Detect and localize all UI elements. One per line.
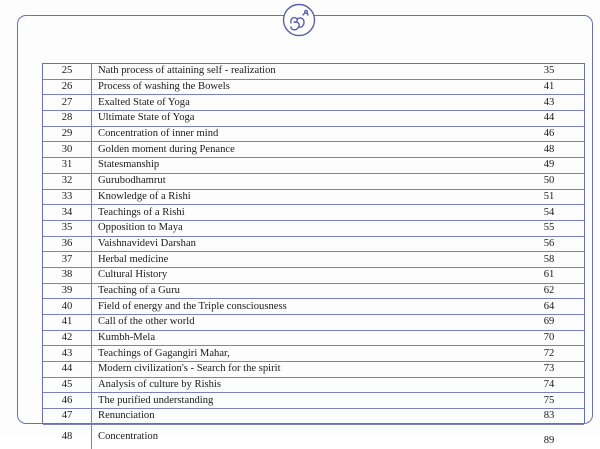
chapter-number: 28 (43, 111, 92, 127)
chapter-number: 47 (43, 409, 92, 425)
chapter-title: Opposition to Maya (92, 220, 515, 236)
toc-row (43, 220, 584, 236)
toc-row (43, 173, 584, 189)
page-number: 72 (514, 346, 584, 362)
toc-row (43, 205, 584, 221)
page-number: 54 (514, 205, 584, 221)
page-number: 89 (543, 435, 555, 447)
chapter-title: Gurubodhamrut (92, 173, 515, 189)
chapter-title: Modern civilization's - Search for the spirit (92, 362, 515, 378)
toc-row (43, 111, 584, 127)
chapter-title: Knowledge of a Rishi (92, 189, 515, 205)
page-number: 56 (514, 236, 584, 252)
toc-row (43, 299, 584, 315)
chapter-number: 45 (43, 377, 92, 393)
chapter-number: 48 (43, 424, 92, 448)
chapter-title: Teachings of a Rishi (92, 205, 515, 221)
chapter-title: Call of the other world (92, 315, 515, 331)
page-number: 61 (514, 267, 584, 283)
chapter-number: 42 (43, 330, 92, 346)
page-number: 70 (514, 330, 584, 346)
chapter-number: 25 (43, 64, 92, 79)
chapter-number: 46 (43, 393, 92, 409)
page-number: 43 (514, 95, 584, 111)
chapter-title: Cultural History (92, 267, 515, 283)
page-number: 75 (514, 393, 584, 409)
page-number: 46 (514, 126, 584, 142)
page-number: 50 (514, 173, 584, 189)
page-number: 83 (514, 409, 584, 425)
chapter-number: 40 (43, 299, 92, 315)
toc-row (43, 362, 584, 378)
chapter-number: 34 (43, 205, 92, 221)
om-symbol-icon (277, 2, 321, 38)
chapter-number: 30 (43, 142, 92, 158)
om-symbol-icon-graphic (282, 3, 316, 37)
page-number: 51 (514, 189, 584, 205)
page-number: 62 (514, 283, 584, 299)
chapter-title: Renunciation (92, 409, 515, 425)
toc-row (43, 64, 584, 79)
toc-row (43, 267, 584, 283)
toc-row (43, 424, 584, 448)
toc-row (43, 330, 584, 346)
page-number: 58 (514, 252, 584, 268)
toc-row (43, 158, 584, 174)
toc-row (43, 409, 584, 425)
chapter-title: Ultimate State of Yoga (92, 111, 515, 127)
toc-row (43, 377, 584, 393)
chapter-number: 36 (43, 236, 92, 252)
chapter-number: 27 (43, 95, 92, 111)
toc-body (43, 64, 584, 449)
chapter-title: Concentration (98, 430, 159, 442)
chapter-number: 41 (43, 315, 92, 331)
page-number: 49 (514, 158, 584, 174)
chapter-number: 37 (43, 252, 92, 268)
chapter-title: The purified understanding (92, 393, 515, 409)
toc-table (43, 64, 584, 449)
chapter-title: Process of washing the Bowels (92, 79, 515, 95)
chapter-number: 39 (43, 283, 92, 299)
chapter-number: 32 (43, 173, 92, 189)
chapter-title: Golden moment during Penance (92, 142, 515, 158)
chapter-title: Field of energy and the Triple consciousness (92, 299, 515, 315)
chapter-number: 26 (43, 79, 92, 95)
page-number: 55 (514, 220, 584, 236)
chapter-title: Analysis of culture by Rishis (92, 377, 515, 393)
page-number: 44 (514, 111, 584, 127)
page-number: 48 (514, 142, 584, 158)
page-number: 41 (514, 79, 584, 95)
toc-box (42, 63, 585, 447)
toc-row (43, 126, 584, 142)
chapter-title: Herbal medicine (92, 252, 515, 268)
chapter-number: 29 (43, 126, 92, 142)
toc-row (43, 189, 584, 205)
chapter-title: Nath process of attaining self - realization (92, 64, 515, 79)
chapter-title: Vaishnavidevi Darshan (92, 236, 515, 252)
toc-row (43, 142, 584, 158)
page-number: 35 (514, 64, 584, 79)
chapter-title: Exalted State of Yoga (92, 95, 515, 111)
chapter-title: Concentration of inner mind (92, 126, 515, 142)
page-frame (17, 15, 593, 447)
toc-row (43, 236, 584, 252)
toc-row (43, 79, 584, 95)
toc-row (43, 315, 584, 331)
chapter-title: Statesmanship (92, 158, 515, 174)
chapter-number: 31 (43, 158, 92, 174)
page-number: 69 (514, 315, 584, 331)
chapter-number: 35 (43, 220, 92, 236)
chapter-number: 38 (43, 267, 92, 283)
toc-row (43, 346, 584, 362)
page-number: 73 (514, 362, 584, 378)
toc-row (43, 252, 584, 268)
chapter-title: Kumbh-Mela (92, 330, 515, 346)
toc-row (43, 283, 584, 299)
chapter-title: Teachings of Gagangiri Mahar, (92, 346, 515, 362)
page-number: 64 (514, 299, 584, 315)
chapter-number: 33 (43, 189, 92, 205)
page-number: 74 (514, 377, 584, 393)
chapter-title: Teaching of a Guru (92, 283, 515, 299)
toc-row (43, 95, 584, 111)
chapter-number: 44 (43, 362, 92, 378)
toc-row (43, 393, 584, 409)
chapter-number: 43 (43, 346, 92, 362)
